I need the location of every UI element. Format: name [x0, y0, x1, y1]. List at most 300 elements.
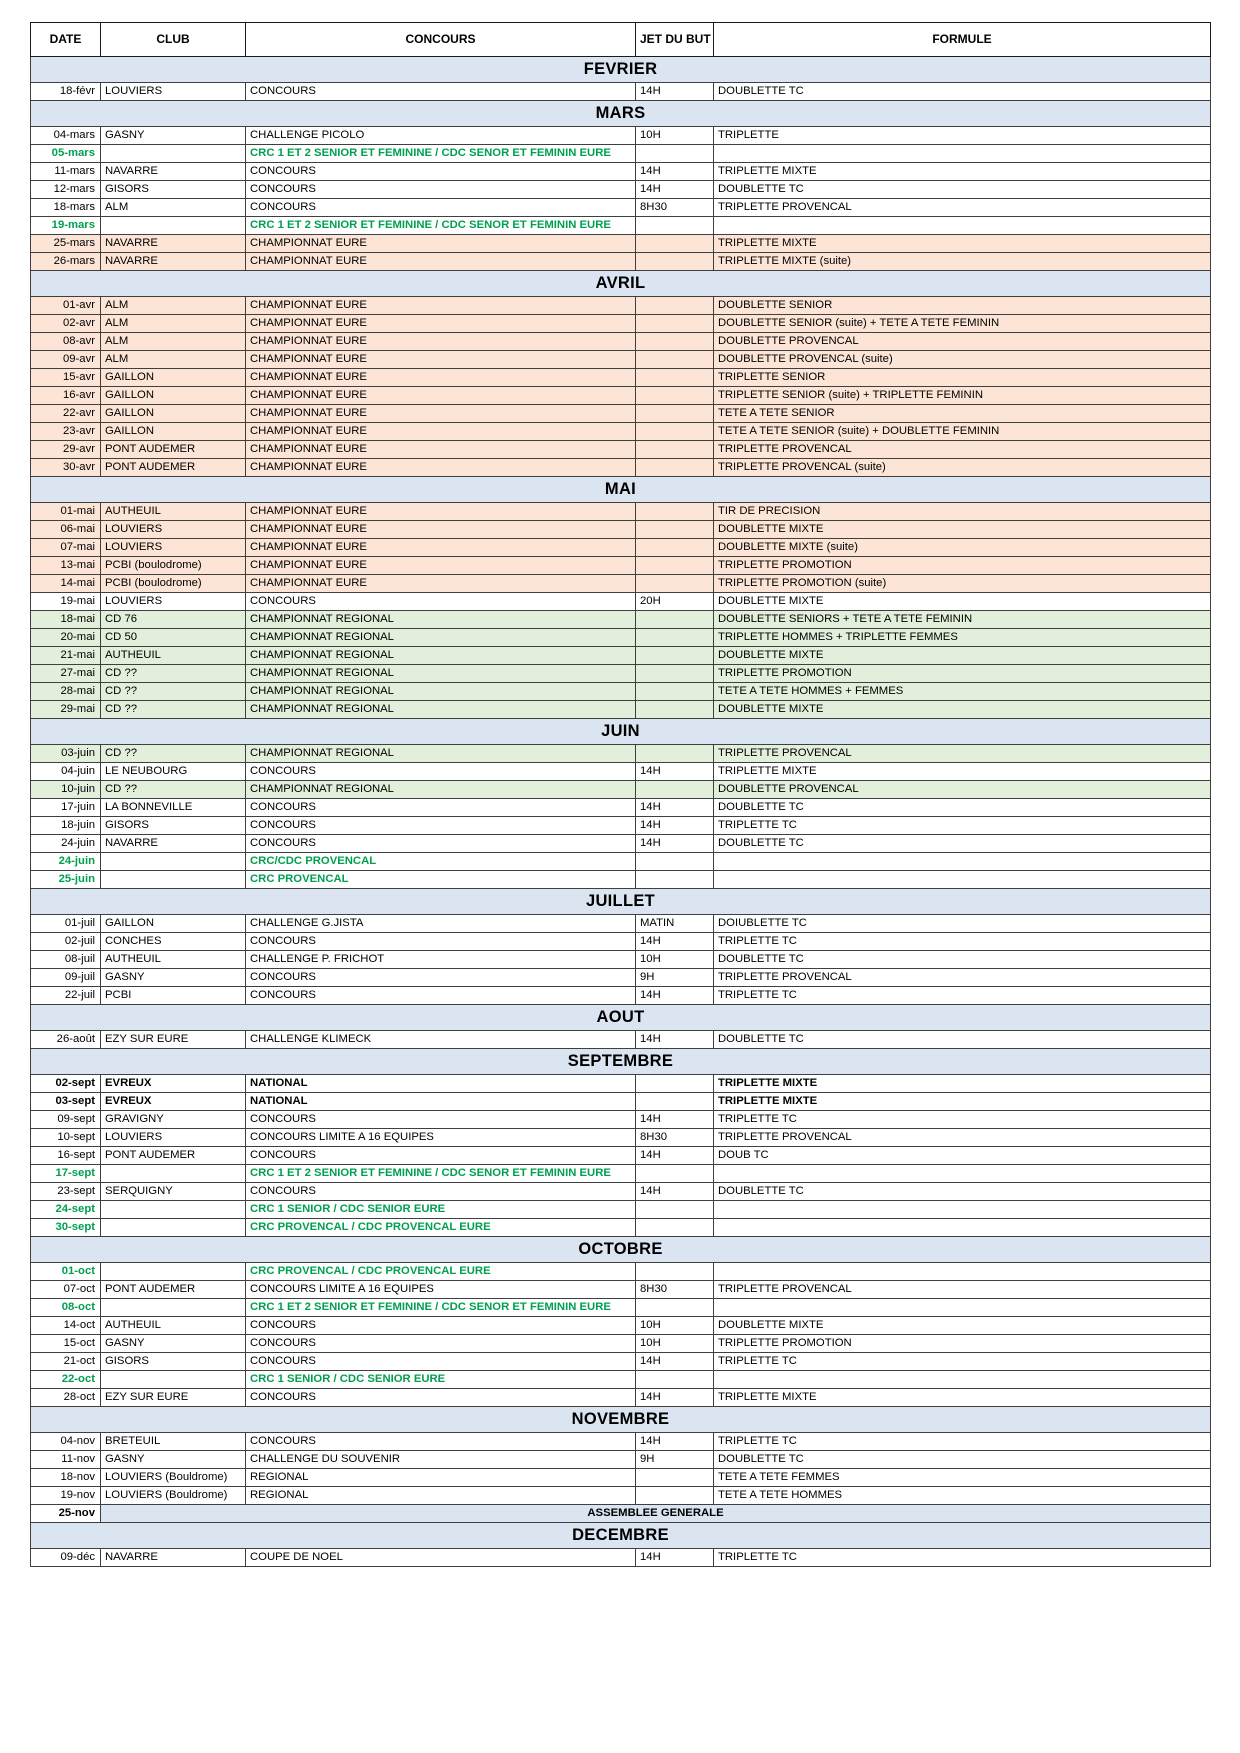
event-formule: DOUBLETTE TC	[714, 1031, 1211, 1049]
event-date: 18-juin	[31, 817, 101, 835]
event-formule: DOUBLETTE TC	[714, 181, 1211, 199]
event-row[interactable]	[31, 915, 1211, 933]
event-row[interactable]	[31, 315, 1211, 333]
event-club: PCBI	[101, 987, 246, 1005]
event-jet-du-but	[636, 369, 714, 387]
event-date: 01-juil	[31, 915, 101, 933]
event-club: SERQUIGNY	[101, 1183, 246, 1201]
event-club: AUTHEUIL	[101, 647, 246, 665]
event-date: 11-nov	[31, 1451, 101, 1469]
month-header-row	[31, 101, 1211, 127]
event-row[interactable]	[31, 423, 1211, 441]
event-date: 12-mars	[31, 181, 101, 199]
event-date: 06-mai	[31, 521, 101, 539]
month-title: MARS	[31, 101, 1211, 127]
event-date: 10-sept	[31, 1129, 101, 1147]
event-concours: CRC PROVENCAL	[246, 871, 636, 889]
event-jet-du-but: 14H	[636, 1031, 714, 1049]
event-date: 25-nov	[31, 1505, 101, 1523]
event-date: 07-oct	[31, 1281, 101, 1299]
event-club: LA BONNEVILLE	[101, 799, 246, 817]
event-date: 24-juin	[31, 835, 101, 853]
event-jet-du-but	[636, 387, 714, 405]
event-jet-du-but	[636, 235, 714, 253]
column-header-date: DATE	[31, 23, 101, 57]
event-formule: TRIPLETTE TC	[714, 817, 1211, 835]
event-formule: TRIPLETTE TC	[714, 1111, 1211, 1129]
event-date: 09-sept	[31, 1111, 101, 1129]
event-jet-du-but	[636, 521, 714, 539]
event-row[interactable]	[31, 951, 1211, 969]
event-jet-du-but	[636, 871, 714, 889]
event-concours: CONCOURS	[246, 933, 636, 951]
event-date: 02-juil	[31, 933, 101, 951]
event-club: EVREUX	[101, 1093, 246, 1111]
event-row[interactable]	[31, 387, 1211, 405]
event-date: 15-oct	[31, 1335, 101, 1353]
event-row[interactable]	[31, 1111, 1211, 1129]
month-header-row	[31, 57, 1211, 83]
header-row	[31, 23, 1211, 57]
event-row[interactable]	[31, 521, 1211, 539]
event-jet-du-but: 14H	[636, 799, 714, 817]
event-jet-du-but	[636, 405, 714, 423]
event-date: 19-mai	[31, 593, 101, 611]
event-club: LOUVIERS (Bouldrome)	[101, 1487, 246, 1505]
event-row[interactable]	[31, 83, 1211, 101]
event-date: 18-nov	[31, 1469, 101, 1487]
event-club: EVREUX	[101, 1075, 246, 1093]
event-club	[101, 871, 246, 889]
event-formule: TRIPLETTE PROVENCAL	[714, 1129, 1211, 1147]
event-formule: DOUBLETTE MIXTE	[714, 593, 1211, 611]
event-date: 02-sept	[31, 1075, 101, 1093]
event-row[interactable]	[31, 557, 1211, 575]
event-concours: CHAMPIONNAT EURE	[246, 441, 636, 459]
event-row[interactable]	[31, 1433, 1211, 1451]
event-row[interactable]	[31, 1317, 1211, 1335]
event-row[interactable]	[31, 199, 1211, 217]
event-formule: DOUBLETTE SENIOR	[714, 297, 1211, 315]
event-concours: CHAMPIONNAT EURE	[246, 333, 636, 351]
event-date: 25-juin	[31, 871, 101, 889]
event-concours: CHALLENGE KLIMECK	[246, 1031, 636, 1049]
event-jet-du-but: 14H	[636, 933, 714, 951]
event-date: 23-avr	[31, 423, 101, 441]
event-date: 02-avr	[31, 315, 101, 333]
event-formule: TRIPLETTE PROVENCAL	[714, 969, 1211, 987]
event-row[interactable]	[31, 441, 1211, 459]
event-row[interactable]	[31, 1183, 1211, 1201]
event-jet-du-but: 14H	[636, 1433, 714, 1451]
event-jet-du-but	[636, 781, 714, 799]
event-club: GASNY	[101, 969, 246, 987]
event-concours: CONCOURS	[246, 1433, 636, 1451]
event-row[interactable]	[31, 1281, 1211, 1299]
event-club	[101, 1165, 246, 1183]
event-club	[101, 1299, 246, 1317]
event-concours: CHAMPIONNAT REGIONAL	[246, 745, 636, 763]
event-jet-du-but	[636, 629, 714, 647]
event-row[interactable]	[31, 611, 1211, 629]
event-formule: DOUBLETTE TC	[714, 835, 1211, 853]
event-date: 01-mai	[31, 503, 101, 521]
month-header-row	[31, 1049, 1211, 1075]
event-date: 18-févr	[31, 83, 101, 101]
column-header-jet-du-but: JET DU BUT	[636, 23, 714, 57]
event-formule: TETE A TETE HOMMES	[714, 1487, 1211, 1505]
event-jet-du-but: 14H	[636, 835, 714, 853]
event-row[interactable]	[31, 593, 1211, 611]
month-title: AOUT	[31, 1005, 1211, 1031]
event-jet-du-but: 9H	[636, 1451, 714, 1469]
event-row[interactable]	[31, 539, 1211, 557]
event-club: LOUVIERS	[101, 83, 246, 101]
event-jet-du-but	[636, 1263, 714, 1281]
event-date: 20-mai	[31, 629, 101, 647]
event-concours: CRC 1 ET 2 SENIOR ET FEMININE / CDC SENOR ET FEMININ EURE	[246, 1165, 636, 1183]
event-row[interactable]	[31, 217, 1211, 235]
event-formule: TRIPLETTE PROMOTION	[714, 665, 1211, 683]
event-concours: CONCOURS LIMITE A 16 EQUIPES	[246, 1281, 636, 1299]
event-row[interactable]	[31, 987, 1211, 1005]
event-date: 26-mars	[31, 253, 101, 271]
event-row[interactable]	[31, 253, 1211, 271]
month-header-row	[31, 889, 1211, 915]
event-formule: TETE A TETE HOMMES + FEMMES	[714, 683, 1211, 701]
event-club: ALM	[101, 333, 246, 351]
event-club: BRETEUIL	[101, 1433, 246, 1451]
event-club: GAILLON	[101, 423, 246, 441]
event-club	[101, 145, 246, 163]
event-concours: CRC 1 SENIOR / CDC SENIOR EURE	[246, 1371, 636, 1389]
event-formule: TETE A TETE SENIOR (suite) + DOUBLETTE FEMININ	[714, 423, 1211, 441]
event-row[interactable]	[31, 1335, 1211, 1353]
event-formule: DOUBLETTE PROVENCAL	[714, 781, 1211, 799]
event-jet-du-but	[636, 647, 714, 665]
event-formule: TRIPLETTE MIXTE	[714, 1093, 1211, 1111]
event-row[interactable]	[31, 127, 1211, 145]
event-date: 28-mai	[31, 683, 101, 701]
event-concours: CHAMPIONNAT REGIONAL	[246, 611, 636, 629]
event-jet-du-but: 10H	[636, 127, 714, 145]
event-club: CONCHES	[101, 933, 246, 951]
event-club: PONT AUDEMER	[101, 459, 246, 477]
event-date: 17-sept	[31, 1165, 101, 1183]
event-date: 04-nov	[31, 1433, 101, 1451]
event-row[interactable]	[31, 1389, 1211, 1407]
event-formule: TRIPLETTE MIXTE	[714, 235, 1211, 253]
event-date: 08-oct	[31, 1299, 101, 1317]
event-row[interactable]	[31, 1129, 1211, 1147]
event-jet-du-but	[636, 1093, 714, 1111]
event-formule: TRIPLETTE TC	[714, 1353, 1211, 1371]
event-club: CD ??	[101, 701, 246, 719]
event-row[interactable]	[31, 1451, 1211, 1469]
event-formule: DOUB TC	[714, 1147, 1211, 1165]
event-row[interactable]	[31, 1469, 1211, 1487]
event-row[interactable]	[31, 745, 1211, 763]
event-formule: TRIPLETTE MIXTE	[714, 763, 1211, 781]
event-jet-du-but	[636, 1371, 714, 1389]
event-club: GAILLON	[101, 387, 246, 405]
event-date: 21-mai	[31, 647, 101, 665]
event-concours: NATIONAL	[246, 1093, 636, 1111]
event-jet-du-but: MATIN	[636, 915, 714, 933]
event-concours: CHALLENGE DU SOUVENIR	[246, 1451, 636, 1469]
event-concours: CONCOURS	[246, 1317, 636, 1335]
event-club: CD ??	[101, 781, 246, 799]
event-row[interactable]	[31, 1549, 1211, 1567]
event-concours: CHAMPIONNAT EURE	[246, 557, 636, 575]
event-row[interactable]	[31, 145, 1211, 163]
event-concours: CHAMPIONNAT EURE	[246, 521, 636, 539]
event-club: LOUVIERS	[101, 1129, 246, 1147]
event-jet-du-but: 20H	[636, 593, 714, 611]
event-row[interactable]	[31, 1219, 1211, 1237]
event-concours: CRC 1 ET 2 SENIOR ET FEMININE / CDC SENOR ET FEMININ EURE	[246, 217, 636, 235]
event-date: 08-avr	[31, 333, 101, 351]
event-jet-du-but: 14H	[636, 1549, 714, 1567]
event-concours: CHAMPIONNAT EURE	[246, 253, 636, 271]
event-concours: CONCOURS	[246, 835, 636, 853]
event-jet-du-but	[636, 611, 714, 629]
event-date: 24-sept	[31, 1201, 101, 1219]
event-jet-du-but	[636, 333, 714, 351]
event-jet-du-but	[636, 539, 714, 557]
event-club: PCBI (boulodrome)	[101, 575, 246, 593]
event-date: 09-déc	[31, 1549, 101, 1567]
column-header-concours: CONCOURS	[246, 23, 636, 57]
event-row[interactable]	[31, 781, 1211, 799]
table-body	[31, 57, 1211, 1567]
event-concours: CHAMPIONNAT EURE	[246, 369, 636, 387]
event-club: CD ??	[101, 665, 246, 683]
event-jet-du-but: 10H	[636, 1317, 714, 1335]
event-concours: CONCOURS	[246, 199, 636, 217]
event-row[interactable]	[31, 799, 1211, 817]
event-row[interactable]	[31, 665, 1211, 683]
event-jet-du-but	[636, 745, 714, 763]
event-date: 26-août	[31, 1031, 101, 1049]
month-title: SEPTEMBRE	[31, 1049, 1211, 1075]
event-row[interactable]	[31, 701, 1211, 719]
month-header-row	[31, 271, 1211, 297]
event-jet-du-but: 14H	[636, 763, 714, 781]
event-row[interactable]	[31, 835, 1211, 853]
event-jet-du-but: 14H	[636, 1111, 714, 1129]
event-concours: CHAMPIONNAT EURE	[246, 297, 636, 315]
event-jet-du-but	[636, 1299, 714, 1317]
event-date: 22-oct	[31, 1371, 101, 1389]
event-row[interactable]	[31, 1147, 1211, 1165]
event-row[interactable]	[31, 763, 1211, 781]
event-row[interactable]	[31, 181, 1211, 199]
event-jet-du-but	[636, 217, 714, 235]
event-club: NAVARRE	[101, 835, 246, 853]
event-row[interactable]	[31, 1093, 1211, 1111]
event-row[interactable]	[31, 1201, 1211, 1219]
event-club: LE NEUBOURG	[101, 763, 246, 781]
event-formule: TRIPLETTE PROVENCAL (suite)	[714, 459, 1211, 477]
event-club: GASNY	[101, 1451, 246, 1469]
event-formule: TRIPLETTE TC	[714, 1433, 1211, 1451]
event-formule: TRIPLETTE PROVENCAL	[714, 745, 1211, 763]
event-row[interactable]	[31, 351, 1211, 369]
event-club: LOUVIERS	[101, 521, 246, 539]
event-row[interactable]	[31, 1353, 1211, 1371]
event-row[interactable]	[31, 1371, 1211, 1389]
event-formule: TETE A TETE SENIOR	[714, 405, 1211, 423]
event-formule: TRIPLETTE MIXTE	[714, 163, 1211, 181]
event-row[interactable]	[31, 933, 1211, 951]
event-jet-du-but	[636, 441, 714, 459]
event-concours: CONCOURS	[246, 799, 636, 817]
event-date: 27-mai	[31, 665, 101, 683]
event-jet-du-but	[636, 1469, 714, 1487]
event-jet-du-but	[636, 701, 714, 719]
event-row[interactable]	[31, 1165, 1211, 1183]
event-concours: CONCOURS	[246, 1389, 636, 1407]
event-row[interactable]	[31, 1487, 1211, 1505]
event-concours: CONCOURS	[246, 1111, 636, 1129]
event-club: NAVARRE	[101, 1549, 246, 1567]
event-concours: CONCOURS	[246, 1335, 636, 1353]
event-concours: CHAMPIONNAT EURE	[246, 235, 636, 253]
event-row[interactable]	[31, 683, 1211, 701]
event-concours: CHAMPIONNAT REGIONAL	[246, 701, 636, 719]
event-concours: CRC 1 SENIOR / CDC SENIOR EURE	[246, 1201, 636, 1219]
event-jet-du-but	[636, 575, 714, 593]
event-club: ALM	[101, 199, 246, 217]
event-row[interactable]	[31, 969, 1211, 987]
event-formule: DOUBLETTE PROVENCAL	[714, 333, 1211, 351]
event-row[interactable]	[31, 369, 1211, 387]
event-row[interactable]	[31, 405, 1211, 423]
event-concours: CONCOURS	[246, 163, 636, 181]
event-jet-du-but: 10H	[636, 951, 714, 969]
event-date: 16-sept	[31, 1147, 101, 1165]
event-jet-du-but	[636, 315, 714, 333]
event-concours: CHAMPIONNAT REGIONAL	[246, 647, 636, 665]
event-row[interactable]	[31, 1263, 1211, 1281]
event-concours: CRC PROVENCAL / CDC PROVENCAL EURE	[246, 1219, 636, 1237]
event-jet-du-but: 14H	[636, 817, 714, 835]
event-jet-du-but	[636, 351, 714, 369]
event-jet-du-but	[636, 853, 714, 871]
event-formule: TRIPLETTE PROMOTION	[714, 1335, 1211, 1353]
event-club: AUTHEUIL	[101, 1317, 246, 1335]
event-club: NAVARRE	[101, 163, 246, 181]
event-row[interactable]	[31, 629, 1211, 647]
event-jet-du-but	[636, 145, 714, 163]
event-row[interactable]	[31, 575, 1211, 593]
event-jet-du-but	[636, 423, 714, 441]
event-row[interactable]	[31, 853, 1211, 871]
month-header-row	[31, 477, 1211, 503]
event-row[interactable]	[31, 459, 1211, 477]
event-formule: TIR DE PRECISION	[714, 503, 1211, 521]
event-formule: DOUBLETTE TC	[714, 1183, 1211, 1201]
event-row[interactable]	[31, 647, 1211, 665]
event-jet-du-but: 14H	[636, 181, 714, 199]
event-formule: TRIPLETTE TC	[714, 1549, 1211, 1567]
event-concours: CONCOURS	[246, 763, 636, 781]
event-row[interactable]	[31, 817, 1211, 835]
event-club	[101, 1371, 246, 1389]
event-club: GISORS	[101, 1353, 246, 1371]
event-club: CD 76	[101, 611, 246, 629]
event-date: 18-mars	[31, 199, 101, 217]
event-date: 11-mars	[31, 163, 101, 181]
event-formule	[714, 1371, 1211, 1389]
event-formule: DOUBLETTE MIXTE	[714, 521, 1211, 539]
event-jet-du-but: 14H	[636, 987, 714, 1005]
month-title: AVRIL	[31, 271, 1211, 297]
event-row[interactable]	[31, 333, 1211, 351]
event-row[interactable]	[31, 503, 1211, 521]
event-date: 03-sept	[31, 1093, 101, 1111]
column-header-club: CLUB	[101, 23, 246, 57]
event-row[interactable]	[31, 871, 1211, 889]
event-formule: TRIPLETTE PROMOTION (suite)	[714, 575, 1211, 593]
event-row[interactable]	[31, 235, 1211, 253]
event-concours: CHALLENGE G.JISTA	[246, 915, 636, 933]
event-row[interactable]	[31, 1031, 1211, 1049]
event-formule: TRIPLETTE SENIOR	[714, 369, 1211, 387]
event-formule: DOUBLETTE PROVENCAL (suite)	[714, 351, 1211, 369]
event-formule	[714, 145, 1211, 163]
event-date: 24-juin	[31, 853, 101, 871]
event-concours: CONCOURS LIMITE A 16 EQUIPES	[246, 1129, 636, 1147]
event-formule: TRIPLETTE SENIOR (suite) + TRIPLETTE FEMININ	[714, 387, 1211, 405]
event-date: 17-juin	[31, 799, 101, 817]
competition-calendar-table	[30, 22, 1211, 1567]
event-concours: CHAMPIONNAT REGIONAL	[246, 629, 636, 647]
event-date: 05-mars	[31, 145, 101, 163]
event-concours: CHAMPIONNAT EURE	[246, 575, 636, 593]
event-formule	[714, 217, 1211, 235]
event-formule: TRIPLETTE MIXTE	[714, 1075, 1211, 1093]
event-date: 04-mars	[31, 127, 101, 145]
event-date: 15-avr	[31, 369, 101, 387]
event-club: GRAVIGNY	[101, 1111, 246, 1129]
month-title: MAI	[31, 477, 1211, 503]
event-formule: TRIPLETTE TC	[714, 987, 1211, 1005]
month-header-row	[31, 719, 1211, 745]
event-formule: DOUBLETTE MIXTE (suite)	[714, 539, 1211, 557]
event-concours: CONCOURS	[246, 969, 636, 987]
event-row[interactable]	[31, 1299, 1211, 1317]
event-row[interactable]	[31, 163, 1211, 181]
event-jet-du-but	[636, 1075, 714, 1093]
event-concours: REGIONAL	[246, 1469, 636, 1487]
event-concours: CHAMPIONNAT EURE	[246, 423, 636, 441]
event-jet-du-but	[636, 557, 714, 575]
event-club: NAVARRE	[101, 235, 246, 253]
event-club	[101, 1201, 246, 1219]
event-formule	[714, 1263, 1211, 1281]
event-club: GAILLON	[101, 915, 246, 933]
event-row[interactable]	[31, 1505, 1211, 1523]
event-jet-du-but: 14H	[636, 1183, 714, 1201]
month-title: JUIN	[31, 719, 1211, 745]
event-jet-du-but: 9H	[636, 969, 714, 987]
event-formule	[714, 1219, 1211, 1237]
event-row[interactable]	[31, 1075, 1211, 1093]
event-row[interactable]	[31, 297, 1211, 315]
event-date: 03-juin	[31, 745, 101, 763]
